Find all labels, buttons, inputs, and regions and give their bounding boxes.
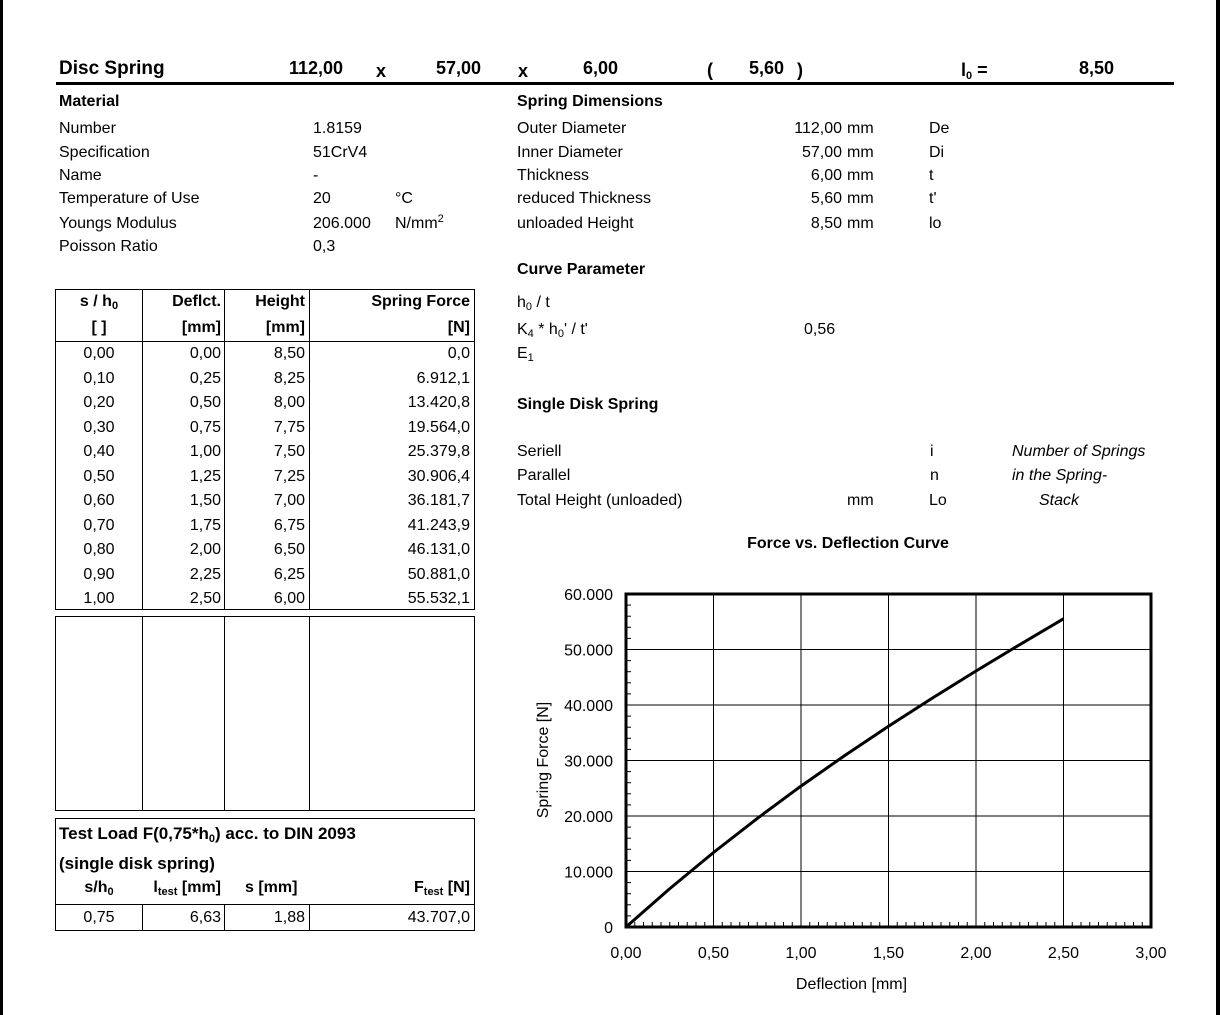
single-parallel-symbol: n bbox=[930, 467, 939, 484]
table-header-deflection-unit: [mm] bbox=[181, 319, 221, 336]
header-paren-close: ) bbox=[797, 60, 803, 80]
chart-x-tick-label: 0,00 bbox=[610, 945, 642, 962]
test-col-ratio: $s/h_0$ bbox=[84, 879, 114, 898]
material-temp-label: Temperature of Use bbox=[59, 190, 200, 207]
curve-k4-label: $K_4 * h_0'$ / t' bbox=[517, 321, 588, 340]
table-cell-force: 50.881,0 bbox=[407, 566, 470, 583]
header-times-2: x bbox=[518, 61, 529, 81]
empty-col-divider-2 bbox=[224, 616, 225, 811]
chart-y-axis-label: Spring Force [N] bbox=[535, 701, 552, 819]
test-col-s: s [mm] bbox=[245, 879, 298, 896]
dim-height-symbol: lo bbox=[929, 215, 942, 232]
table-cell-ratio: 0,50 bbox=[83, 468, 115, 485]
chart-plot-frame bbox=[626, 594, 1151, 927]
chart-y-tick-label: 0 bbox=[604, 920, 613, 937]
chart-x-tick-label: 1,50 bbox=[872, 945, 905, 962]
material-modulus-unit: $N/mm^2$ bbox=[395, 213, 444, 232]
dimensions-title: Spring Dimensions bbox=[517, 93, 663, 110]
table-cell-ratio: 0,10 bbox=[83, 370, 115, 387]
dim-height-label: unloaded Height bbox=[517, 215, 634, 232]
header-times-1: x bbox=[376, 61, 387, 81]
table-cell-ratio: 0,90 bbox=[83, 566, 115, 583]
material-spec-label: Specification bbox=[59, 144, 150, 161]
table-cell-force: 30.906,4 bbox=[407, 468, 470, 485]
material-temp-value: 20 bbox=[313, 190, 331, 207]
table-cell-height: 7,75 bbox=[273, 419, 305, 436]
material-title: Material bbox=[59, 93, 120, 110]
table-cell-deflection: 1,75 bbox=[189, 517, 221, 534]
table-header-divider bbox=[55, 341, 475, 342]
table-cell-deflection: 2,25 bbox=[189, 566, 221, 583]
header-outer-diameter: 112,00 bbox=[288, 58, 343, 78]
test-col-ltest: $l_{test}$ [mm] bbox=[153, 879, 221, 898]
dim-inner-unit: mm bbox=[847, 144, 874, 161]
dim-reduced-symbol: t' bbox=[929, 190, 937, 207]
table-cell-height: 7,25 bbox=[273, 468, 305, 485]
single-note-line3: Stack bbox=[1039, 492, 1080, 509]
table-cell-height: 7,00 bbox=[273, 492, 305, 509]
material-modulus-label: Youngs Modulus bbox=[59, 215, 177, 232]
chart-x-tick-label: 2,50 bbox=[1047, 945, 1080, 962]
dim-outer-label: Outer Diameter bbox=[517, 120, 627, 137]
single-title: Single Disk Spring bbox=[517, 396, 659, 413]
empty-col-divider-3 bbox=[309, 616, 310, 811]
table-cell-ratio: 0,60 bbox=[83, 492, 115, 509]
dim-reduced-label: reduced Thickness bbox=[517, 190, 651, 207]
table-cell-height: 8,50 bbox=[273, 345, 305, 362]
table-header-ratio: s / $h_0$ bbox=[79, 293, 119, 312]
curve-e1-label: $E_1$ bbox=[517, 345, 534, 364]
table-cell-force: 41.243,9 bbox=[407, 517, 470, 534]
chart-y-tick-label: 40.000 bbox=[564, 698, 613, 715]
dim-thickness-value: 6,00 bbox=[810, 167, 842, 184]
test-value-ftest: 43.707,0 bbox=[407, 909, 470, 926]
dim-thickness-unit: mm bbox=[847, 167, 874, 184]
table-cell-ratio: 0,40 bbox=[83, 443, 115, 460]
header-reduced-thickness: 5,60 bbox=[748, 58, 784, 78]
table-header-force-unit: [N] bbox=[447, 319, 470, 336]
material-modulus-value: 206.000 bbox=[313, 215, 371, 232]
dim-outer-unit: mm bbox=[847, 120, 874, 137]
table-cell-deflection: 1,50 bbox=[189, 492, 221, 509]
test-value-ratio: 0,75 bbox=[83, 909, 115, 926]
dim-inner-label: Inner Diameter bbox=[517, 144, 623, 161]
dim-height-unit: mm bbox=[847, 215, 874, 232]
curve-k4-value: 0,56 bbox=[804, 321, 836, 338]
table-cell-ratio: 0,20 bbox=[83, 394, 115, 411]
table-header-height: Height bbox=[255, 293, 305, 310]
chart-x-tick-label: 2,00 bbox=[960, 945, 992, 962]
table-cell-force: 0,0 bbox=[447, 345, 470, 362]
header-l0-label: $l_0$ = bbox=[961, 60, 988, 82]
sheet-title: Disc Spring bbox=[59, 58, 165, 79]
dim-thickness-label: Thickness bbox=[517, 167, 590, 184]
material-temp-unit: °C bbox=[395, 190, 413, 207]
table-cell-ratio: 0,80 bbox=[83, 541, 115, 558]
table-cell-ratio: 0,30 bbox=[83, 419, 115, 436]
table-cell-height: 6,00 bbox=[273, 590, 305, 607]
empty-table-area bbox=[55, 616, 475, 811]
chart-y-tick-label: 60.000 bbox=[564, 587, 613, 604]
table-cell-force: 25.379,8 bbox=[407, 443, 470, 460]
single-note-line1: Number of Springs bbox=[1012, 443, 1146, 460]
table-cell-force: 19.564,0 bbox=[407, 419, 470, 436]
table-cell-height: 6,75 bbox=[273, 517, 305, 534]
dim-reduced-unit: mm bbox=[847, 190, 874, 207]
chart-x-tick-label: 1,00 bbox=[785, 945, 817, 962]
header-thickness: 6,00 bbox=[582, 58, 618, 78]
chart-x-axis-label: Deflection [mm] bbox=[795, 976, 908, 993]
table-cell-deflection: 1,25 bbox=[189, 468, 221, 485]
table-cell-force: 36.181,7 bbox=[407, 492, 470, 509]
dim-thickness-symbol: t bbox=[929, 167, 934, 184]
table-cell-deflection: 2,00 bbox=[189, 541, 221, 558]
table-cell-ratio: 1,00 bbox=[83, 590, 115, 607]
chart-y-tick-label: 20.000 bbox=[564, 809, 613, 826]
chart-x-tick-label: 3,00 bbox=[1135, 945, 1167, 962]
header-unloaded-height: 8,50 bbox=[1078, 58, 1114, 78]
chart-series-line bbox=[626, 619, 1064, 927]
table-cell-deflection: 0,25 bbox=[189, 370, 221, 387]
material-name-label: Name bbox=[59, 167, 102, 184]
table-cell-deflection: 0,75 bbox=[189, 419, 221, 436]
table-header-ratio-unit: [ ] bbox=[91, 319, 107, 336]
test-load-divider bbox=[55, 904, 475, 905]
header-underline bbox=[56, 82, 1174, 85]
chart-title: Force vs. Deflection Curve bbox=[747, 535, 949, 552]
header-inner-diameter: 57,00 bbox=[435, 58, 481, 78]
dim-reduced-value: 5,60 bbox=[810, 190, 842, 207]
test-load-title: Test Load $F(0,75*h_0)$ acc. to DIN 2093 bbox=[59, 824, 356, 845]
single-seriell-symbol: i bbox=[930, 443, 934, 460]
test-value-s: 1,88 bbox=[273, 909, 305, 926]
dim-inner-value: 57,00 bbox=[801, 144, 842, 161]
table-cell-height: 6,25 bbox=[273, 566, 305, 583]
single-total-unit: mm bbox=[847, 492, 874, 509]
window-right-border bbox=[1216, 0, 1220, 1015]
single-seriell-label: Seriell bbox=[517, 443, 562, 460]
table-header-height-unit: [mm] bbox=[265, 319, 305, 336]
test-col-ftest: $F_{test}$ [N] bbox=[414, 879, 470, 898]
chart-x-tick-label: 0,50 bbox=[697, 945, 730, 962]
material-poisson-value: 0,3 bbox=[313, 238, 336, 255]
test-value-ltest: 6,63 bbox=[189, 909, 221, 926]
table-cell-height: 6,50 bbox=[273, 541, 305, 558]
test-load-subtitle: (single disk spring) bbox=[59, 854, 215, 873]
header-paren-open: ( bbox=[707, 60, 713, 80]
table-cell-force: 13.420,8 bbox=[407, 394, 470, 411]
material-number-value: 1.8159 bbox=[313, 120, 362, 137]
chart-y-tick-label: 10.000 bbox=[564, 864, 613, 882]
single-total-label: Total Height (unloaded) bbox=[517, 492, 683, 509]
curve-h0-t-label: $h_0$ / t bbox=[517, 294, 550, 313]
single-parallel-label: Parallel bbox=[517, 467, 571, 484]
table-cell-deflection: 2,50 bbox=[189, 590, 221, 607]
table-header-force: Spring Force bbox=[371, 293, 470, 310]
dim-outer-value: 112,00 bbox=[794, 120, 842, 137]
material-spec-value: 51CrV4 bbox=[313, 144, 368, 161]
material-number-label: Number bbox=[59, 120, 116, 137]
table-cell-height: 8,25 bbox=[273, 370, 305, 387]
table-cell-height: 8,00 bbox=[273, 394, 305, 411]
dim-height-value: 8,50 bbox=[810, 215, 842, 232]
table-header-deflection: Deflct. bbox=[172, 293, 221, 310]
single-note-line2: in the Spring- bbox=[1012, 467, 1108, 484]
table-cell-ratio: 0,00 bbox=[83, 345, 115, 362]
dim-inner-symbol: Di bbox=[929, 144, 945, 161]
table-cell-force: 55.532,1 bbox=[407, 590, 470, 607]
window-left-border bbox=[0, 0, 3, 1015]
table-cell-deflection: 0,00 bbox=[189, 345, 221, 362]
empty-col-divider-1 bbox=[142, 616, 143, 811]
material-name-value: - bbox=[313, 167, 319, 184]
table-cell-deflection: 0,50 bbox=[189, 394, 221, 411]
table-cell-deflection: 1,00 bbox=[189, 443, 221, 460]
chart-y-tick-label: 50.000 bbox=[564, 642, 613, 660]
chart-y-tick-label: 30.000 bbox=[564, 753, 613, 771]
table-cell-force: 46.131,0 bbox=[407, 541, 470, 558]
material-poisson-label: Poisson Ratio bbox=[59, 238, 158, 255]
single-total-symbol: Lo bbox=[929, 492, 947, 509]
table-cell-ratio: 0,70 bbox=[83, 517, 115, 534]
curve-title: Curve Parameter bbox=[517, 261, 646, 278]
table-cell-height: 7,50 bbox=[273, 443, 305, 460]
dim-outer-symbol: De bbox=[929, 120, 950, 137]
table-cell-force: 6.912,1 bbox=[416, 370, 470, 387]
